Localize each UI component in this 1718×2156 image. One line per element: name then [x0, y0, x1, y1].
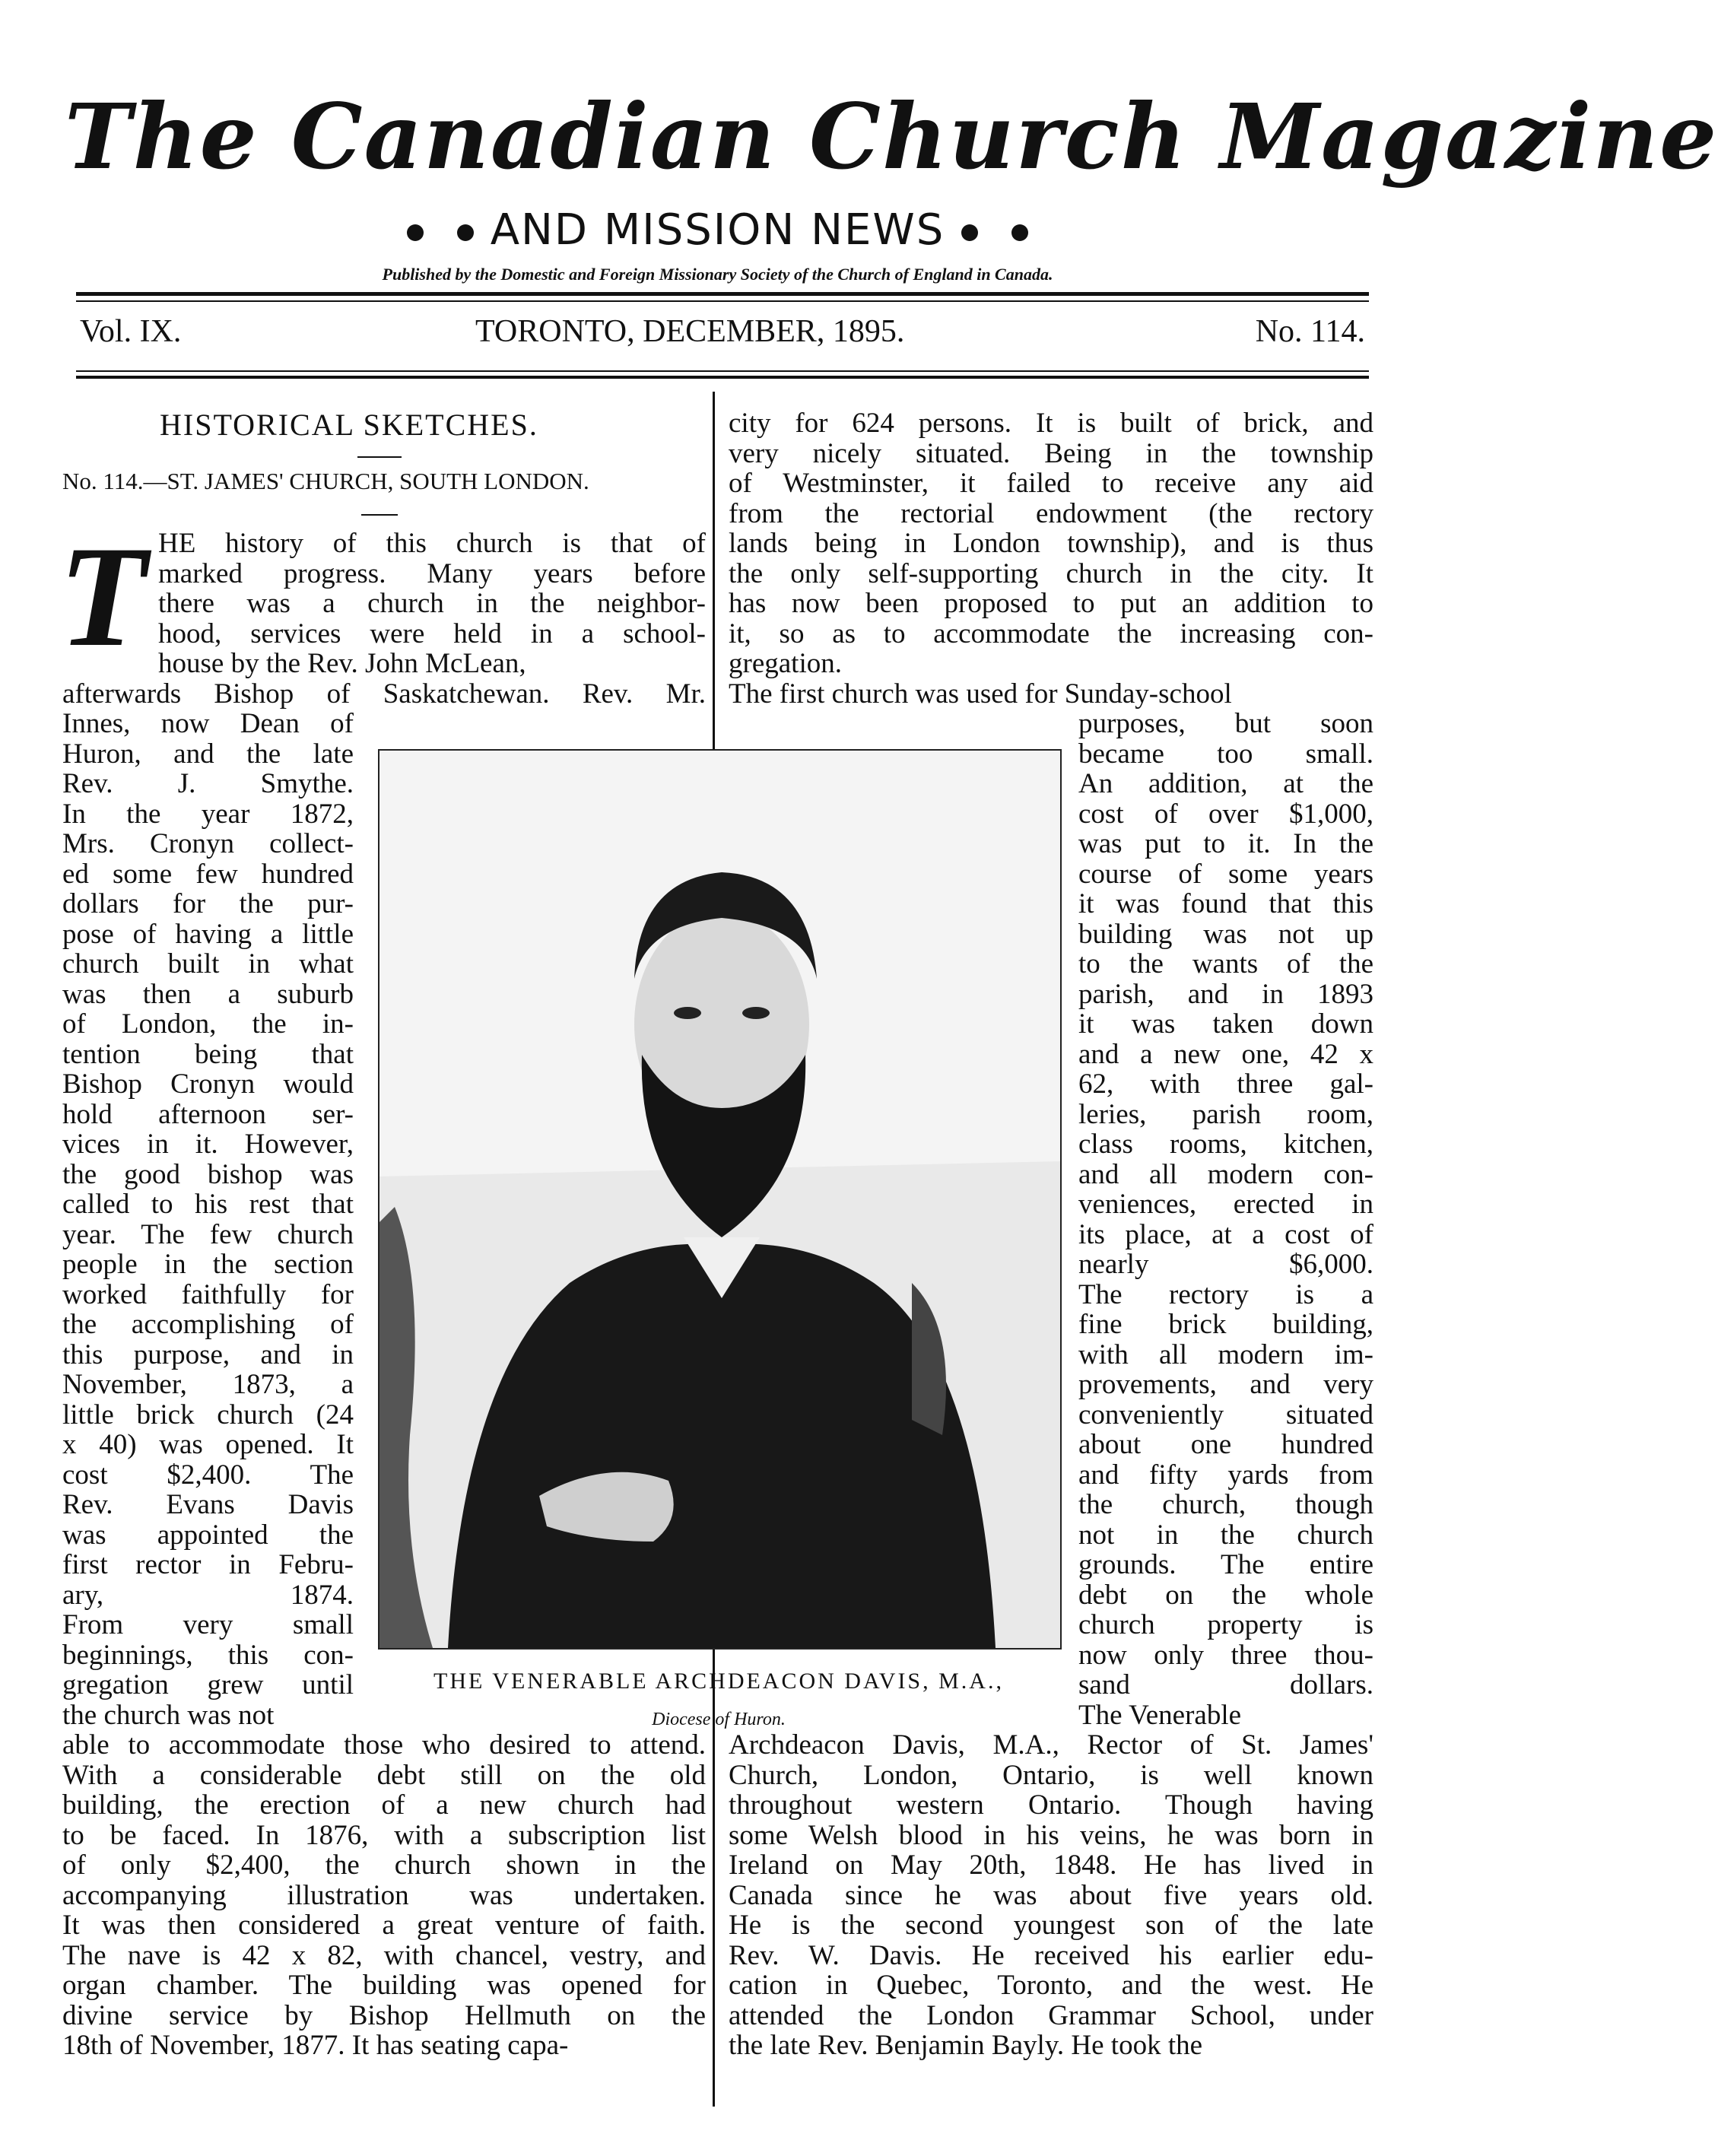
text-line: to be faced. In 1876, with a subscription list [62, 1819, 706, 1851]
text-line: fine brick building, [1078, 1309, 1373, 1340]
figure-caption: THE VENERABLE ARCHDEACON DAVIS, M.A., [433, 1669, 1004, 1694]
text-line: veniences, erected in [1078, 1189, 1373, 1220]
text-line: Huron, and the late [62, 738, 354, 770]
text-line: Archdeacon Davis, M.A., Rector of St. James' [729, 1729, 1373, 1761]
text-line: there was a church in the neighbor- [158, 588, 706, 619]
text-line: from the rectorial endowment (the rectory [729, 497, 1373, 529]
text-line: grounds. The entire [1078, 1549, 1373, 1580]
text-line: it, so as to accommodate the increasing con- [729, 618, 1373, 649]
text-line: this purpose, and in [62, 1338, 354, 1370]
drop-cap: T [58, 517, 148, 677]
text-line: church property is [1078, 1609, 1373, 1640]
text-line: vices in it. However, [62, 1129, 354, 1160]
portrait-illustration [379, 751, 1060, 1648]
text-line: people in the section [62, 1249, 354, 1280]
text-line: Ireland on May 20th, 1848. He has lived in [729, 1850, 1373, 1881]
text-line: its place, at a cost of [1078, 1218, 1373, 1250]
text-line: conveniently situated [1078, 1399, 1373, 1430]
dateline: TORONTO, DECEMBER, 1895. [475, 314, 905, 349]
text-line: hold afternoon ser- [62, 1098, 354, 1130]
text-line: ary, 1874. [62, 1579, 354, 1611]
bullet-icon [407, 224, 424, 241]
header-rule-top [76, 292, 1369, 296]
text-line: became too small. [1078, 738, 1373, 770]
text-line: nearly $6,000. [1078, 1249, 1373, 1280]
text-line: accompanying illustration was undertaken. [62, 1879, 706, 1911]
volume-row [80, 313, 1365, 359]
left-narrow-column [62, 709, 354, 1730]
figure-diocese: Diocese of Huron. [652, 1710, 786, 1729]
text-line: now only three thou- [1078, 1639, 1373, 1671]
text-line: has now been proposed to put an addition to [729, 588, 1373, 619]
right-bottom-column [729, 1730, 1373, 2061]
text-line: some Welsh blood in his veins, he was born in [729, 1819, 1373, 1851]
text-line: Rev. Evans Davis [62, 1489, 354, 1520]
text-line: Canada since he was about five years old. [729, 1879, 1373, 1911]
text-line: it was found that this [1078, 888, 1373, 919]
text-line: The nave is 42 x 82, with chancel, vestry, and [62, 1939, 706, 1971]
text-line: hood, services were held in a school- [158, 618, 706, 649]
text-line: cation in Quebec, Toronto, and the west. He [729, 1970, 1373, 2001]
text-line: the good bishop was [62, 1158, 354, 1190]
text-line: gregation. [729, 648, 842, 679]
text-line: It was then considered a great venture of faith. [62, 1910, 706, 1941]
text-line: attended the London Grammar School, under [729, 1999, 1373, 2031]
publisher-line: Published by the Domestic and Foreign Missionary Society of the Church of England in Canada. [382, 265, 1053, 284]
article-title: HISTORICAL SKETCHES. [160, 408, 538, 442]
text-line: November, 1873, a [62, 1369, 354, 1400]
subtitle-text: AND MISSION NEWS [490, 205, 945, 255]
text-line: able to accommodate those who desired to attend. [62, 1729, 706, 1761]
subtitle-rule [361, 514, 398, 516]
text-line: was appointed the [62, 1519, 354, 1551]
portrait-photo [378, 749, 1062, 1650]
bullet-icon [961, 224, 978, 241]
volume-number: Vol. IX. [80, 314, 182, 349]
intro-paragraph [158, 529, 706, 679]
text-line: course of some years [1078, 858, 1373, 890]
text-line: and a new one, 42 x [1078, 1038, 1373, 1070]
text-line: about one hundred [1078, 1429, 1373, 1460]
text-line: the church was not [62, 1699, 275, 1731]
right-narrow-column [1078, 709, 1373, 1730]
text-line: Rev. J. Smythe. [62, 768, 354, 799]
text-line: to the wants of the [1078, 948, 1373, 980]
text-line: 18th of November, 1877. It has seating capa- [62, 2030, 569, 2061]
masthead-title: The Canadian Church Magazine [65, 84, 1718, 189]
text-line: pose of having a little [62, 918, 354, 950]
text-line: ed some few hundred [62, 858, 354, 890]
bullet-icon [1011, 224, 1028, 241]
text-line: of only $2,400, the church shown in the [62, 1850, 706, 1881]
text-line: of London, the in- [62, 1008, 354, 1040]
text-line: The first church was used for Sunday-school [729, 678, 1232, 710]
intro-full-line [62, 679, 706, 710]
text-line: and fifty yards from [1078, 1459, 1373, 1491]
text-line: dollars for the pur- [62, 888, 354, 919]
text-line: The rectory is a [1078, 1278, 1373, 1310]
text-line: The Venerable [1078, 1699, 1242, 1731]
text-line: beginnings, this con- [62, 1639, 354, 1671]
text-line: purposes, but soon [1078, 708, 1373, 739]
text-line: Rev. W. Davis. He received his earlier edu- [729, 1939, 1373, 1971]
text-line: parish, and in 1893 [1078, 978, 1373, 1010]
text-line: With a considerable debt still on the old [62, 1759, 706, 1791]
article-subtitle: No. 114.—ST. JAMES' CHURCH, SOUTH LONDON. [62, 468, 589, 494]
text-line: x 40) was opened. It [62, 1429, 354, 1460]
text-line: the only self-supporting church in the city. It [729, 557, 1373, 589]
text-line: debt on the whole [1078, 1579, 1373, 1611]
text-line: He is the second youngest son of the late [729, 1910, 1373, 1941]
right-top-column [729, 408, 1373, 709]
text-line: very nicely situated. Being in the township [729, 437, 1373, 469]
text-line: was then a suburb [62, 978, 354, 1010]
left-bottom-column [62, 1730, 706, 2061]
issue-number: No. 114. [1255, 314, 1365, 349]
title-rule [357, 456, 402, 458]
text-line: class rooms, kitchen, [1078, 1129, 1373, 1160]
text-line: From very small [62, 1609, 354, 1640]
text-line: Innes, now Dean of [62, 708, 354, 739]
text-line: building, the erection of a new church had [62, 1789, 706, 1821]
header-rule-top-thin [76, 300, 1369, 302]
text-line: little brick church (24 [62, 1399, 354, 1430]
text-line: the accomplishing of [62, 1309, 354, 1340]
text-line: cost of over $1,000, [1078, 798, 1373, 830]
text-line: cost $2,400. The [62, 1459, 354, 1491]
text-line: HE history of this church is that of [158, 528, 706, 559]
text-line: sand dollars. [1078, 1669, 1373, 1700]
text-line: 62, with three gal- [1078, 1068, 1373, 1100]
text-line: the church, though [1078, 1489, 1373, 1520]
text-line: house by the Rev. John McLean, [158, 648, 526, 679]
text-line: leries, parish room, [1078, 1098, 1373, 1130]
text-line: provements, and very [1078, 1369, 1373, 1400]
text-line: of Westminster, it failed to receive any aid [729, 468, 1373, 499]
text-line: afterwards Bishop of Saskatchewan. Rev. Mr. [62, 678, 706, 710]
text-line: In the year 1872, [62, 798, 354, 830]
text-line: organ chamber. The building was opened for [62, 1970, 706, 2001]
masthead-subtitle [0, 205, 1435, 255]
text-line: An addition, at the [1078, 768, 1373, 799]
text-line: and all modern con- [1078, 1158, 1373, 1190]
header-rule-bottom [76, 376, 1369, 379]
text-line: with all modern im- [1078, 1338, 1373, 1370]
text-line: Mrs. Cronyn collect- [62, 828, 354, 859]
text-line: Church, London, Ontario, is well known [729, 1759, 1373, 1791]
text-line: marked progress. Many years before [158, 557, 706, 589]
text-line: worked faithfully for [62, 1278, 354, 1310]
text-line: tention being that [62, 1038, 354, 1070]
text-line: city for 624 persons. It is built of brick, and [729, 408, 1373, 439]
text-line: it was taken down [1078, 1008, 1373, 1040]
text-line: throughout western Ontario. Though having [729, 1789, 1373, 1821]
text-line: not in the church [1078, 1519, 1373, 1551]
text-line: church built in what [62, 948, 354, 980]
text-line: gregation grew until [62, 1669, 354, 1700]
text-line: called to his rest that [62, 1189, 354, 1220]
text-line: building was not up [1078, 918, 1373, 950]
text-line: year. The few church [62, 1218, 354, 1250]
text-line: first rector in Febru- [62, 1549, 354, 1580]
text-line: Bishop Cronyn would [62, 1068, 354, 1100]
header-rule-bottom-thin [76, 370, 1369, 372]
text-line: was put to it. In the [1078, 828, 1373, 859]
text-line: lands being in London township), and is thus [729, 528, 1373, 559]
text-line: divine service by Bishop Hellmuth on the [62, 1999, 706, 2031]
bullet-icon [457, 224, 474, 241]
text-line: the late Rev. Benjamin Bayly. He took the [729, 2030, 1203, 2061]
